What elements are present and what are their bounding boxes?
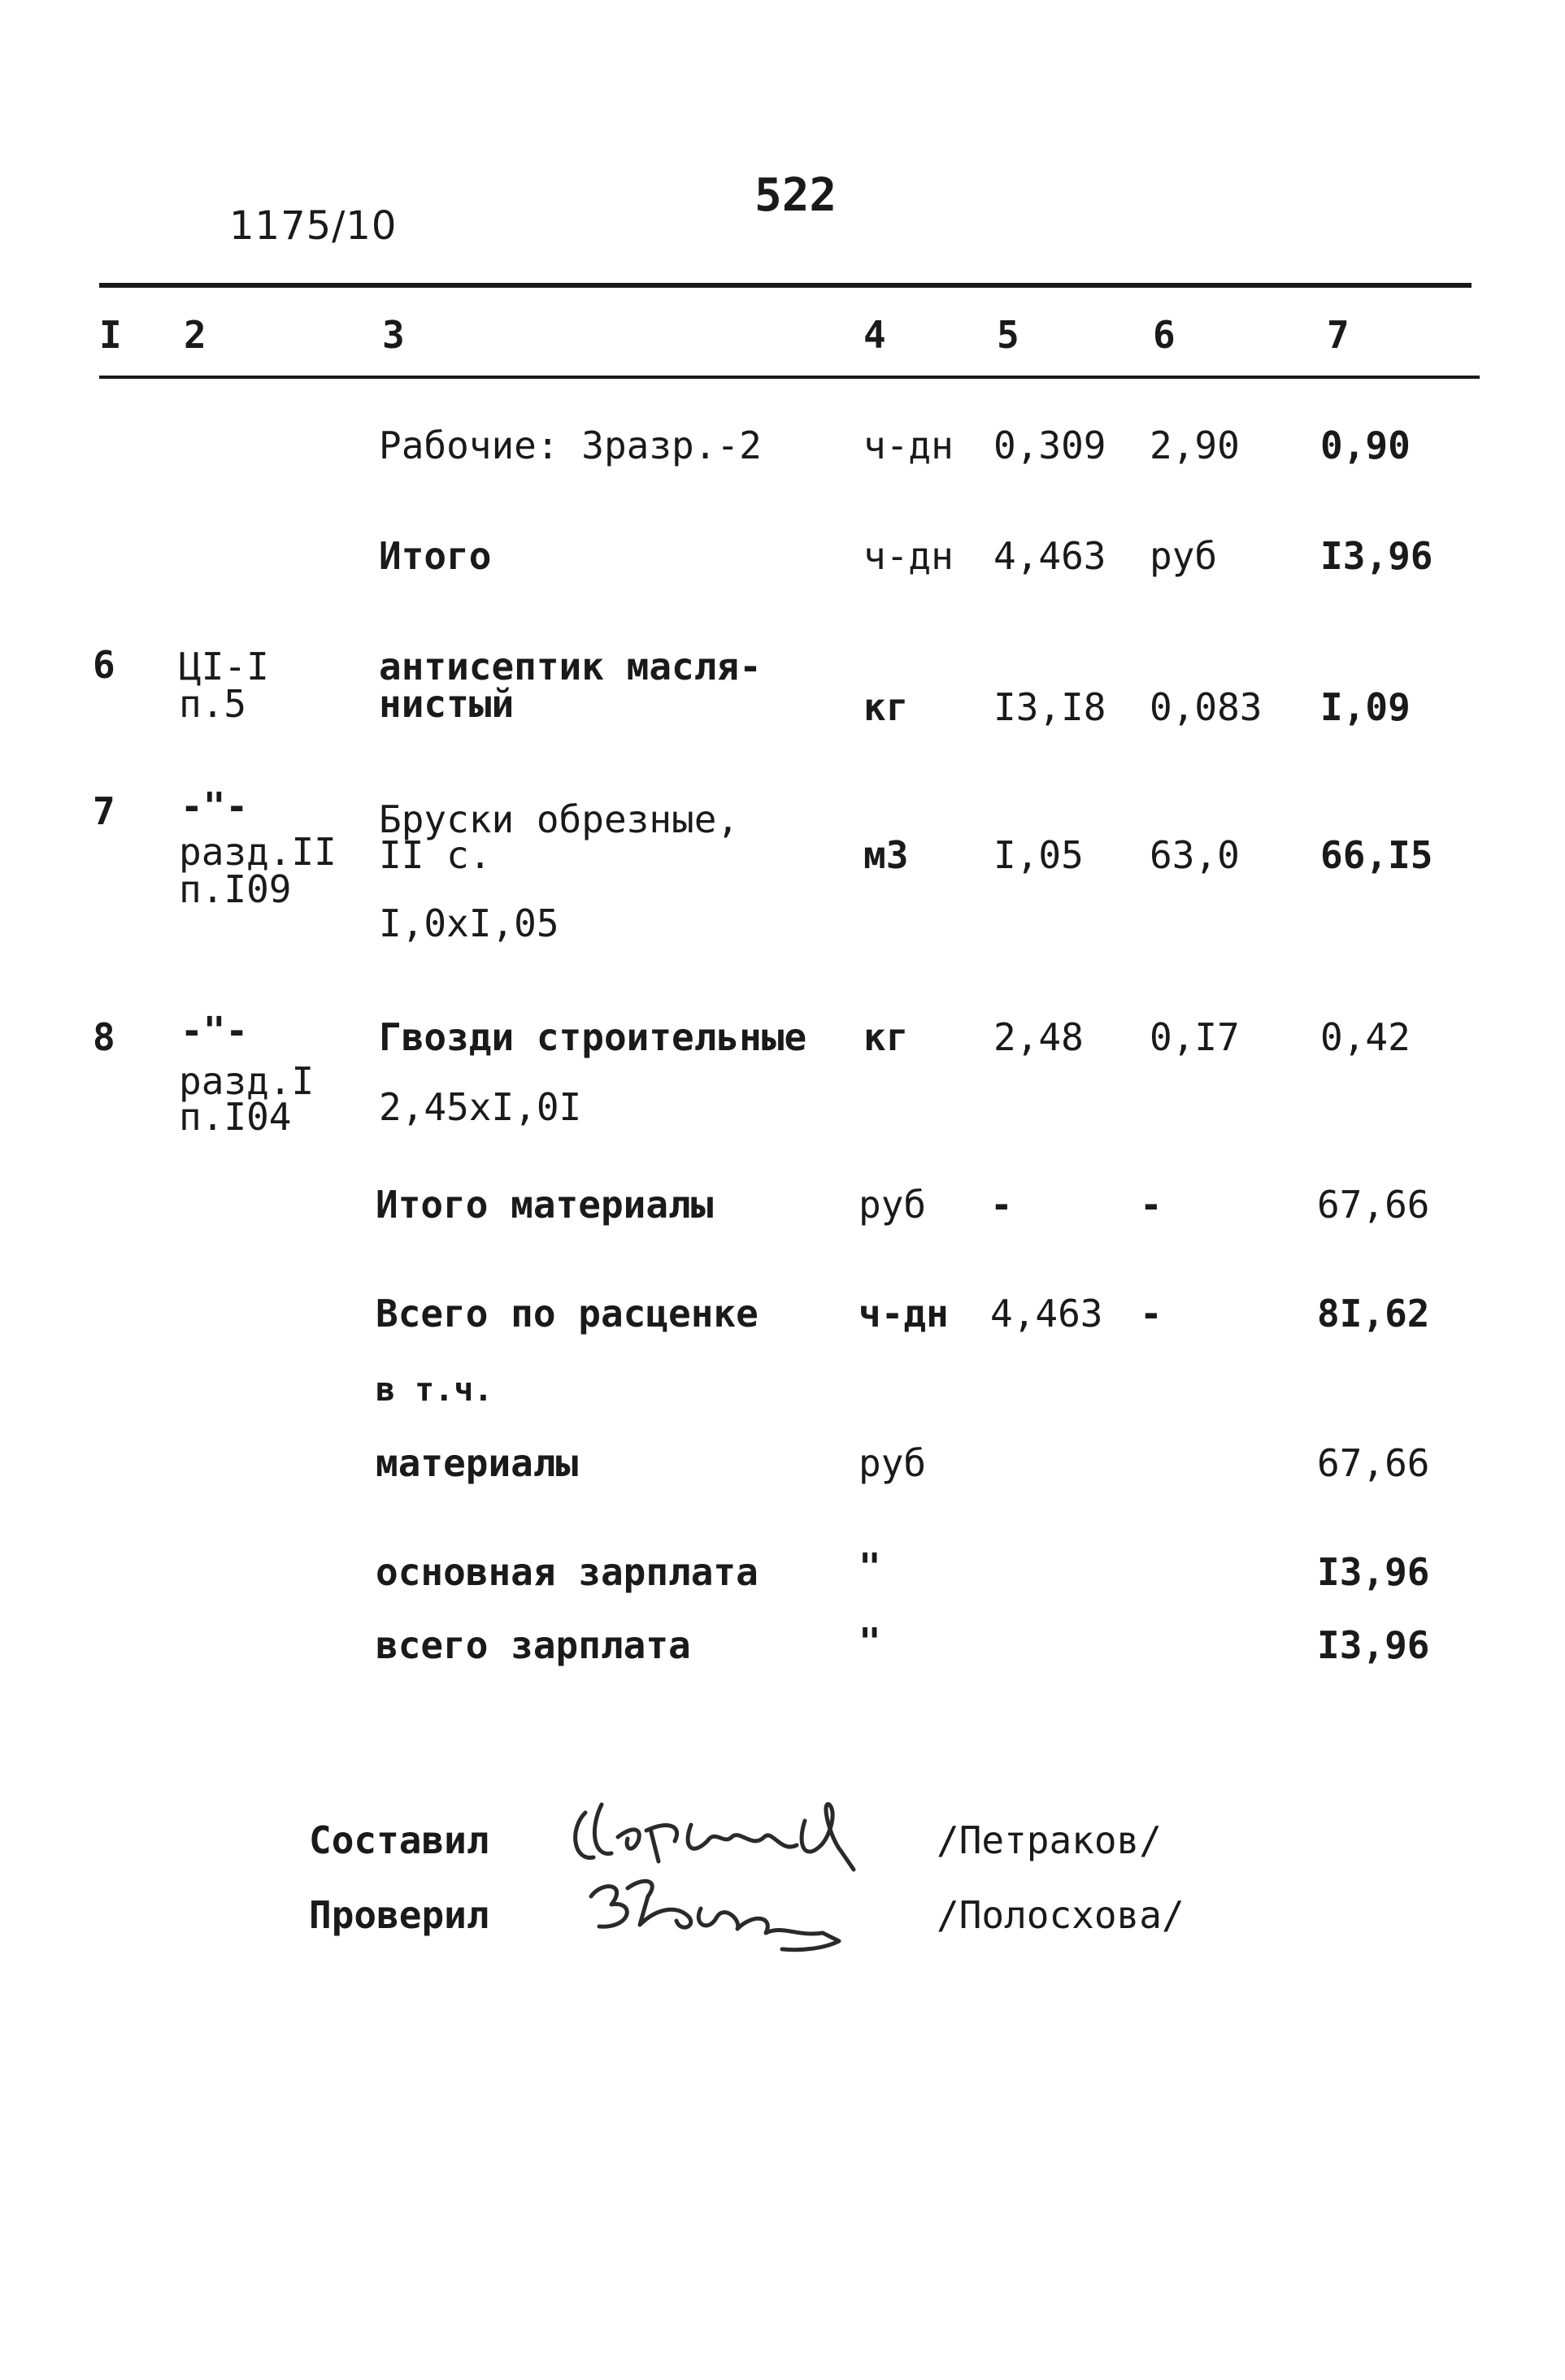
summary-total: I3,96: [1317, 1550, 1430, 1594]
row-code: -"-: [180, 1009, 249, 1053]
summary-label: всего зарплата: [376, 1623, 691, 1667]
row-price: 0,083: [1150, 685, 1263, 729]
column-header-3: 3: [382, 313, 405, 357]
row-unit: м3: [863, 833, 909, 877]
row-total: 66,I5: [1320, 833, 1433, 877]
checked-by-label: Проверил: [309, 1893, 489, 1937]
row-unit: ч-дн: [863, 423, 954, 467]
row-name: Бруски обрезные,: [379, 797, 740, 841]
summary-unit: ч-дн: [859, 1292, 949, 1335]
summary-qty: -: [990, 1183, 1013, 1227]
row-unit: ч-дн: [863, 534, 954, 578]
summary-unit: ": [859, 1620, 881, 1664]
row-number: 7: [93, 789, 115, 833]
summary-price: -: [1140, 1183, 1163, 1227]
summary-label: материалы: [376, 1441, 579, 1485]
table-top-rule: [99, 283, 1472, 288]
row-name: 2,45xI,0I: [379, 1085, 582, 1129]
row-code: п.I04: [179, 1095, 292, 1139]
summary-total: 8I,62: [1317, 1292, 1430, 1335]
row-total: I3,96: [1320, 534, 1433, 578]
column-header-5: 5: [997, 313, 1019, 357]
row-total: 0,42: [1320, 1015, 1411, 1059]
column-header-4: 4: [863, 313, 886, 357]
row-unit: кг: [863, 1015, 909, 1059]
row-price: 0,I7: [1150, 1015, 1240, 1059]
compiled-by-name: /Петраков/: [937, 1818, 1162, 1862]
row-total: I,09: [1320, 685, 1411, 729]
column-header-6: 6: [1153, 313, 1176, 357]
summary-total: 67,66: [1317, 1441, 1430, 1485]
row-qty: 4,463: [993, 534, 1106, 578]
row-price: руб: [1150, 534, 1218, 578]
row-code: -"-: [180, 784, 249, 828]
row-unit: кг: [863, 685, 909, 729]
summary-label: Всего по расценке: [376, 1292, 759, 1335]
row-code: разд.I: [179, 1059, 315, 1103]
row-code: п.5: [179, 682, 247, 726]
table-header-rule: [99, 376, 1480, 379]
signature-checked: [579, 1860, 872, 1957]
row-code: разд.II: [179, 830, 337, 874]
row-qty: I,05: [993, 833, 1084, 877]
row-name: I,0xI,05: [379, 901, 559, 945]
row-code: п.I09: [179, 867, 292, 911]
summary-label: в т.ч.: [376, 1371, 493, 1409]
summary-unit: руб: [859, 1183, 927, 1227]
summary-qty: 4,463: [990, 1292, 1103, 1335]
row-name: Рабочие: 3разр.-2: [379, 423, 762, 467]
summary-label: основная зарплата: [376, 1550, 759, 1594]
row-number: 6: [93, 643, 115, 687]
column-header-7: 7: [1327, 313, 1350, 357]
row-price: 2,90: [1150, 423, 1240, 467]
row-name: антисептик масля-: [379, 645, 762, 688]
compiled-by-label: Составил: [309, 1818, 489, 1862]
row-name: Итого: [379, 534, 492, 578]
document-number: 1175/10: [229, 203, 398, 249]
row-name: Гвозди строительные: [379, 1015, 807, 1059]
row-number: 8: [93, 1015, 115, 1059]
summary-label: Итого материалы: [376, 1183, 714, 1227]
row-qty: I3,I8: [993, 685, 1106, 729]
summary-unit: ": [859, 1545, 881, 1589]
row-price: 63,0: [1150, 833, 1240, 877]
column-header-1: I: [99, 313, 122, 357]
row-code: ЦI-I: [179, 645, 269, 688]
column-header-2: 2: [184, 313, 206, 357]
summary-price: -: [1140, 1292, 1163, 1335]
row-total: 0,90: [1320, 423, 1411, 467]
checked-by-name: /Полосхова/: [937, 1893, 1185, 1937]
summary-total: 67,66: [1317, 1183, 1430, 1227]
page-number: 522: [754, 169, 837, 222]
row-name: II с.: [379, 833, 492, 877]
row-qty: 2,48: [993, 1015, 1084, 1059]
summary-total: I3,96: [1317, 1623, 1430, 1667]
row-name: нистый: [379, 682, 515, 726]
summary-unit: руб: [859, 1441, 927, 1485]
row-qty: 0,309: [993, 423, 1106, 467]
